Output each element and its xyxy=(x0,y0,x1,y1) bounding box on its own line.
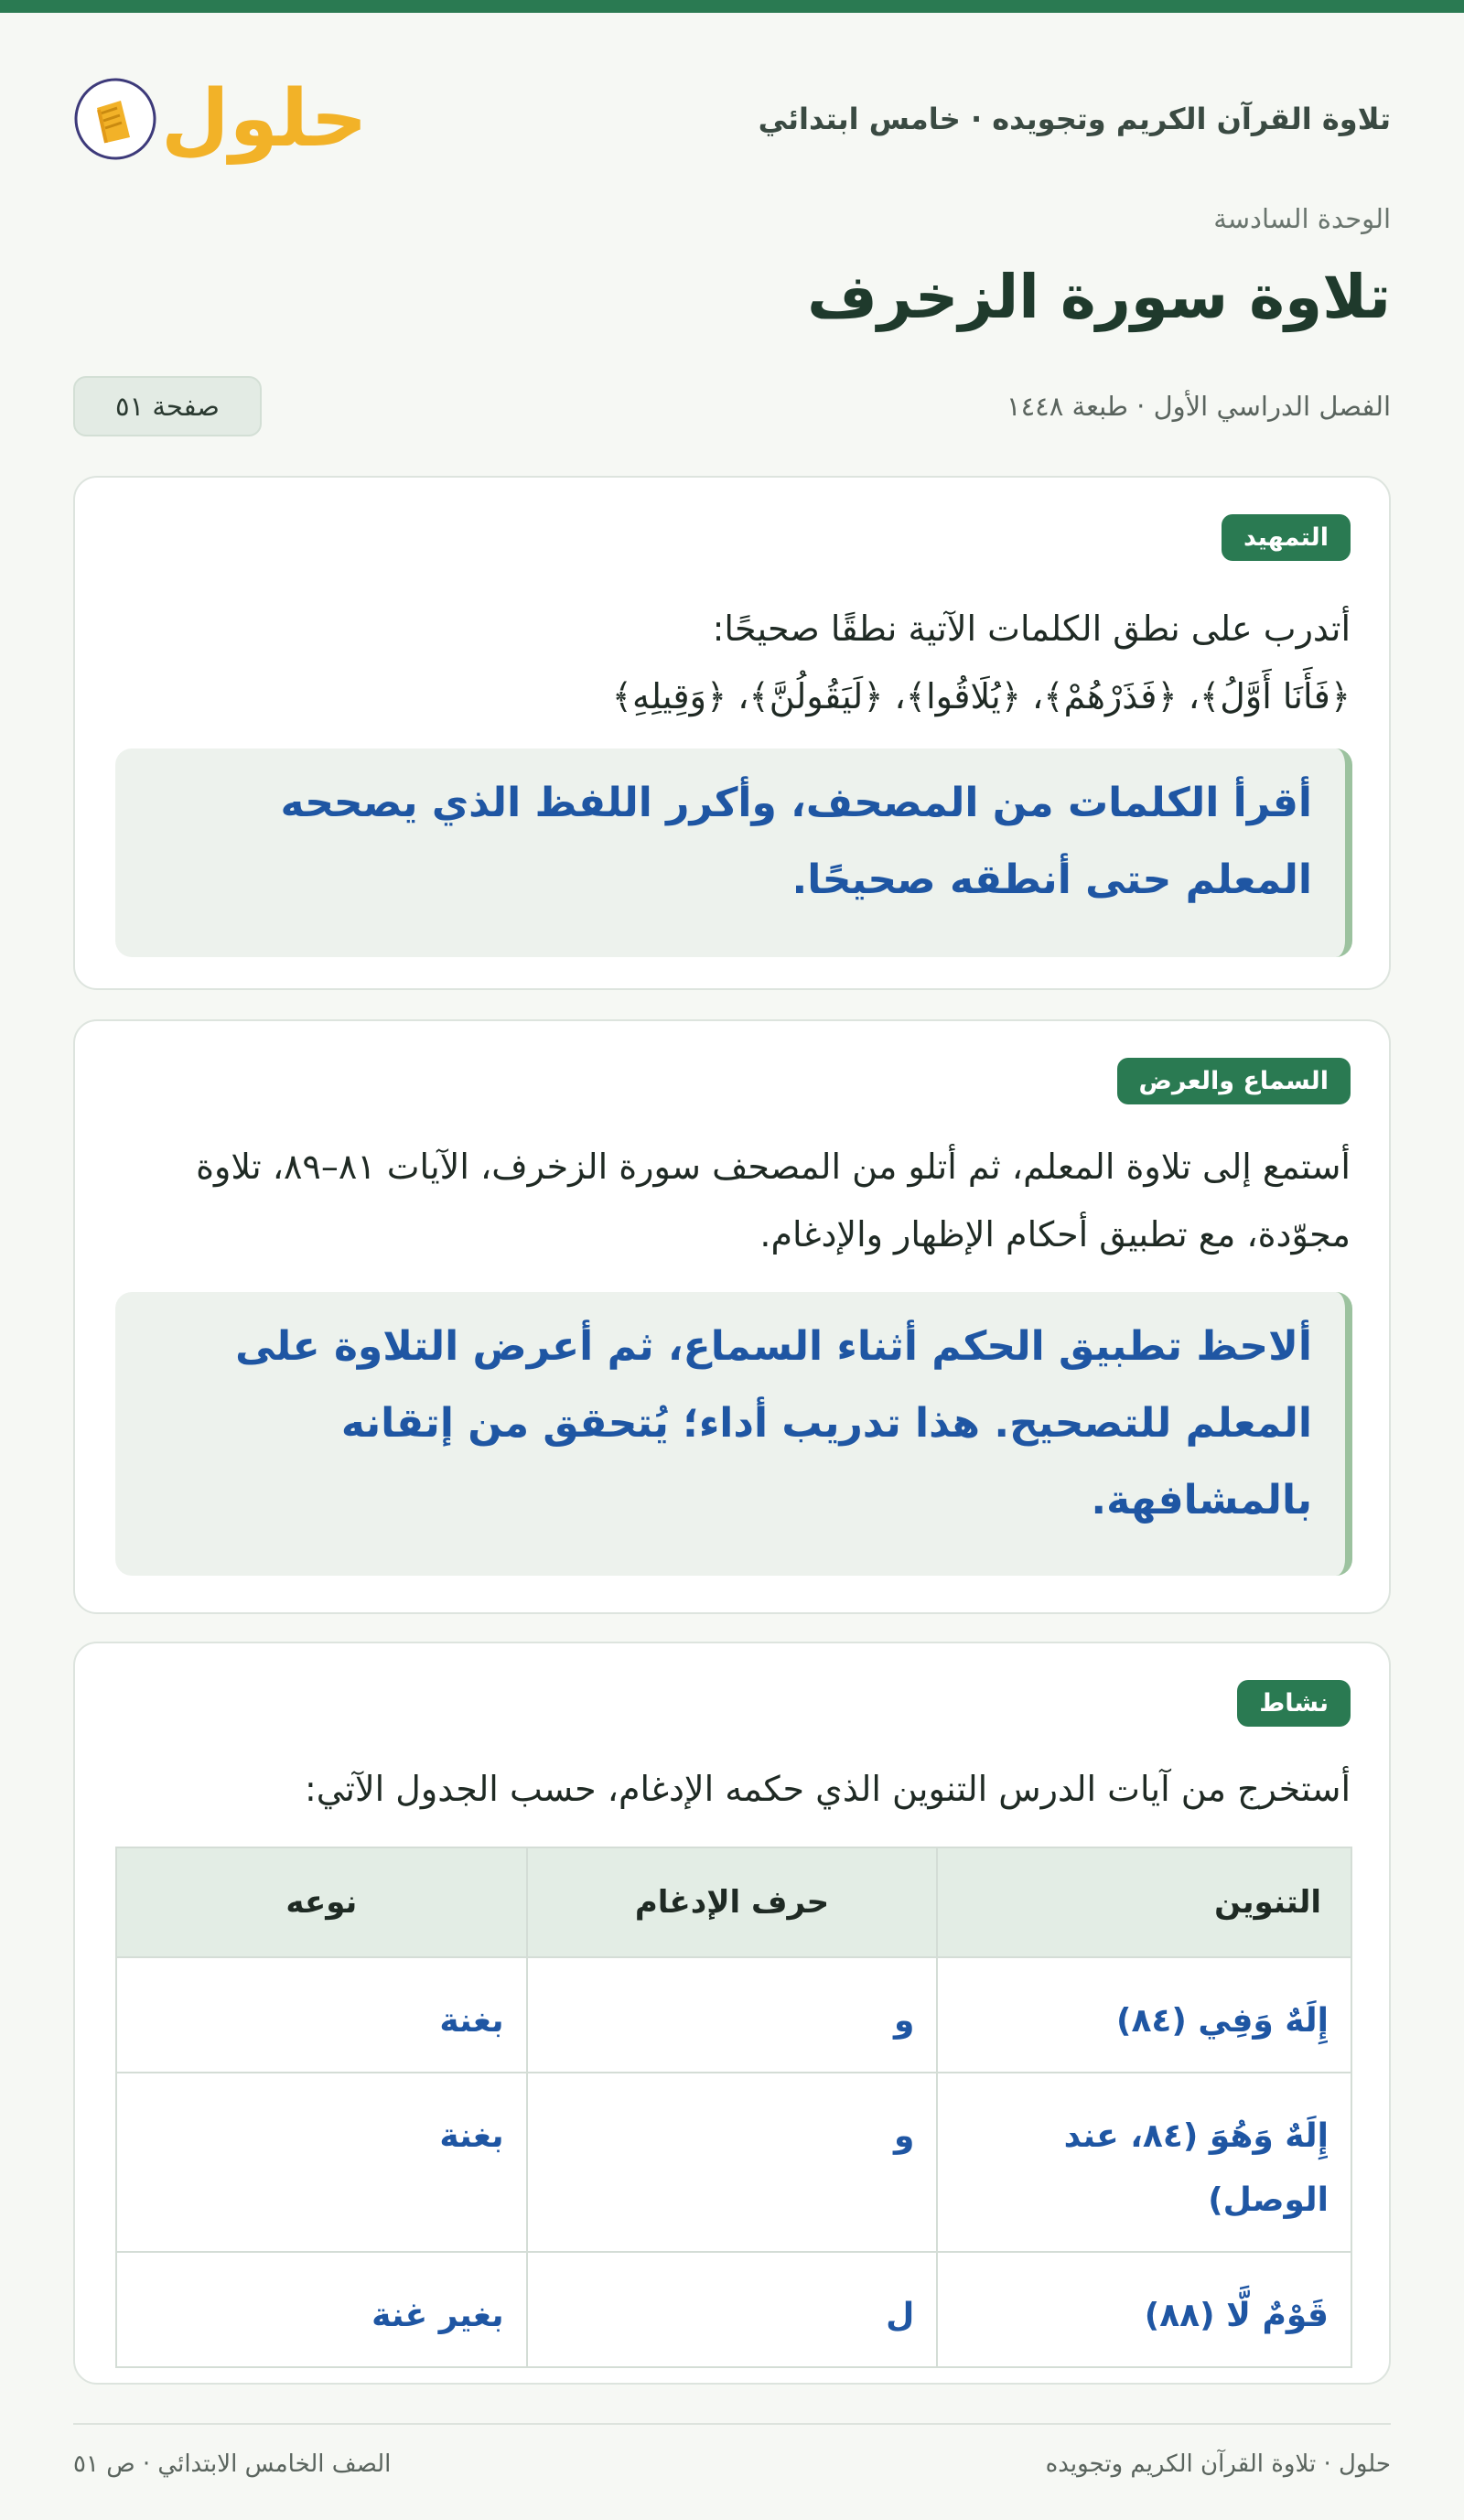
type-cell: بغنة xyxy=(116,1957,527,2073)
semester-edition: الفصل الدراسي الأول · طبعة ١٤٤٨ xyxy=(1006,391,1391,422)
logo-text: حلول xyxy=(161,73,368,165)
unit-label: الوحدة السادسة xyxy=(1213,203,1391,234)
book-title: تلاوة القرآن الكريم وتجويده · خامس ابتدائي xyxy=(758,102,1391,136)
instruction-text: أستمع إلى تلاوة المعلم، ثم أتلو من المصحف سورة الزخرف، الآيات ٨١–٨٩، تلاوة مجوّدة، مع تطبيق أحكام الإظهار والإدغام. xyxy=(196,1147,1351,1255)
type-cell: بغنة xyxy=(116,2073,527,2252)
column-header: نوعه xyxy=(116,1847,527,1957)
brand-logo[interactable] xyxy=(73,73,368,165)
instruction-text xyxy=(106,595,1351,730)
answer-box: ألاحظ تطبيق الحكم أثناء السماع، ثم أعرض التلاوة على المعلم للتصحيح. هذا تدريب أداء؛ يُتحقق من إتقانه بالمشافهة. xyxy=(115,1292,1352,1576)
column-header: التنوين xyxy=(937,1847,1351,1957)
page-number-badge: صفحة ٥١ xyxy=(73,376,262,436)
column-header: حرف الإدغام xyxy=(527,1847,938,1957)
page-footer xyxy=(73,2423,1391,2496)
activity-card xyxy=(73,1642,1391,2385)
answer-box: أقرأ الكلمات من المصحف، وأكرر اللفظ الذي يصححه المعلم حتى أنطقه صحيحًا. xyxy=(115,748,1352,957)
type-cell: بغير غنة xyxy=(116,2252,527,2367)
table-row xyxy=(116,2073,1351,2252)
idgham-letter-cell: و xyxy=(527,2073,938,2252)
instruction-text: أستخرج من آيات الدرس التنوين الذي حكمه الإدغام، حسب الجدول الآتي: xyxy=(304,1769,1351,1809)
idgham-letter-cell: ل xyxy=(527,2252,938,2367)
section-badge: نشاط xyxy=(1237,1680,1351,1727)
footer-book: حلول · تلاوة القرآن الكريم وتجويده xyxy=(1045,2450,1391,2478)
section-badge: السماع والعرض xyxy=(1117,1058,1351,1104)
footer-grade: الصف الخامس الابتدائي · ص ٥١ xyxy=(73,2450,392,2478)
book-icon xyxy=(73,77,157,161)
instruction-line: أتدرب على نطق الكلمات الآتية نطقًا صحيحًا: xyxy=(712,608,1351,649)
page-title: تلاوة سورة الزخرف xyxy=(807,262,1391,332)
idgham-table xyxy=(115,1847,1352,2368)
table-row xyxy=(116,2252,1351,2367)
intro-card xyxy=(73,476,1391,990)
table-header-row xyxy=(116,1847,1351,1957)
page-header xyxy=(73,55,1391,183)
top-accent-bar xyxy=(0,0,1464,13)
tanween-cell: إِلَهٌ وَهُوَ (٨٤، عند الوصل) xyxy=(937,2073,1351,2252)
tanween-cell: قَوْمٌ لَّا (٨٨) xyxy=(937,2252,1351,2367)
listening-card xyxy=(73,1019,1391,1614)
quran-words: ﴿فَأَنَا أَوَّلُ﴾، ﴿فَذَرْهُمْ﴾، ﴿يُلَاقُوا﴾، ﴿لَيَقُولُنَّ﴾، ﴿وَقِيلِهِ﴾ xyxy=(611,676,1351,716)
table-row xyxy=(116,1957,1351,2073)
section-badge: التمهيد xyxy=(1222,514,1351,561)
meta-row xyxy=(73,373,1391,439)
tanween-cell: إِلَهٌ وَفِي (٨٤) xyxy=(937,1957,1351,2073)
idgham-letter-cell: و xyxy=(527,1957,938,2073)
